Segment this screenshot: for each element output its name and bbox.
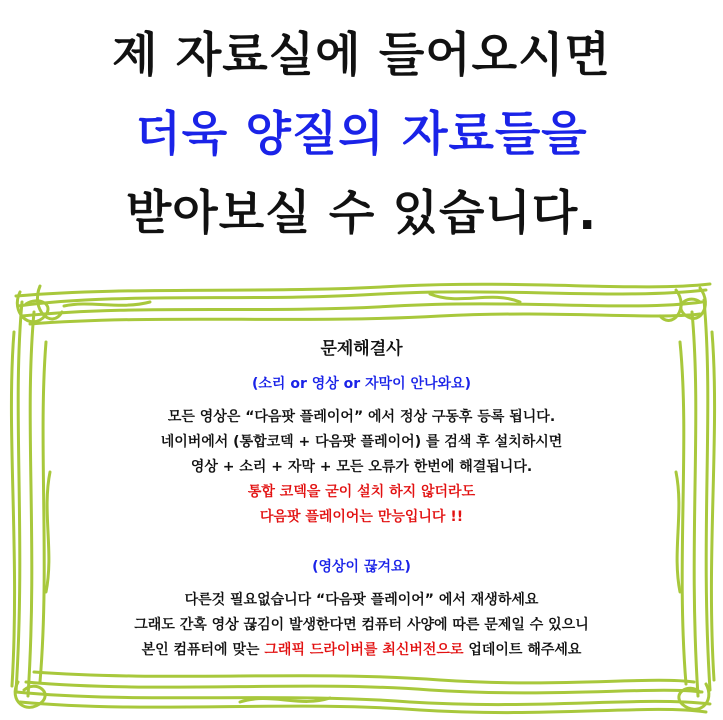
- section1-line-1: 모든 영상은 “다음팟 플레이어” 에서 정상 구동후 등록 됩니다.: [167, 409, 556, 425]
- section2-line-1: 다른것 필요없습니다 “다음팟 플레이어” 에서 재생하세요: [184, 592, 539, 608]
- section1-heading: (소리 or 영상 or 자막이 안나와요): [252, 376, 471, 392]
- headline-line-2: 더욱 양질의 자료들을: [135, 107, 588, 162]
- section2-mixed-line: [40, 638, 683, 663]
- section2-heading: (영상이 끊겨요): [312, 559, 411, 575]
- mixed-seg-3: 업데이트 해주세요: [463, 642, 582, 658]
- section1-line-3: 영상 + 소리 + 자막 + 모든 오류가 한번에 해결됩니다.: [190, 459, 533, 475]
- note-content: [40, 334, 683, 663]
- section-spacer: [40, 530, 683, 556]
- section1-warning-1: 통합 코덱을 굳이 설치 하지 않더라도: [247, 484, 476, 500]
- headline-line-3: 받아보실 수 있습니다.: [125, 186, 598, 241]
- headline-block: [0, 16, 723, 253]
- section1-line-2: 네이버에서 (통합코덱 + 다음팟 플레이어) 를 검색 후 설치하시면: [160, 434, 563, 450]
- note-title: 문제해결사: [320, 339, 403, 359]
- section1-warning-2: 다음팟 플레이어는 만능입니다 !!: [259, 509, 464, 525]
- green-frame-container: [0, 272, 723, 720]
- mixed-seg-1: 본인 컴퓨터에 맞는: [141, 642, 265, 658]
- headline-line-1: 제 자료실에 들어오시면: [112, 28, 611, 83]
- mixed-seg-2: 그래픽 드라이버를 최신버전으로: [264, 642, 464, 658]
- section2-line-2: 그래도 간혹 영상 끊김이 발생한다면 컴퓨터 사양에 따른 문제일 수 있으니: [134, 617, 589, 633]
